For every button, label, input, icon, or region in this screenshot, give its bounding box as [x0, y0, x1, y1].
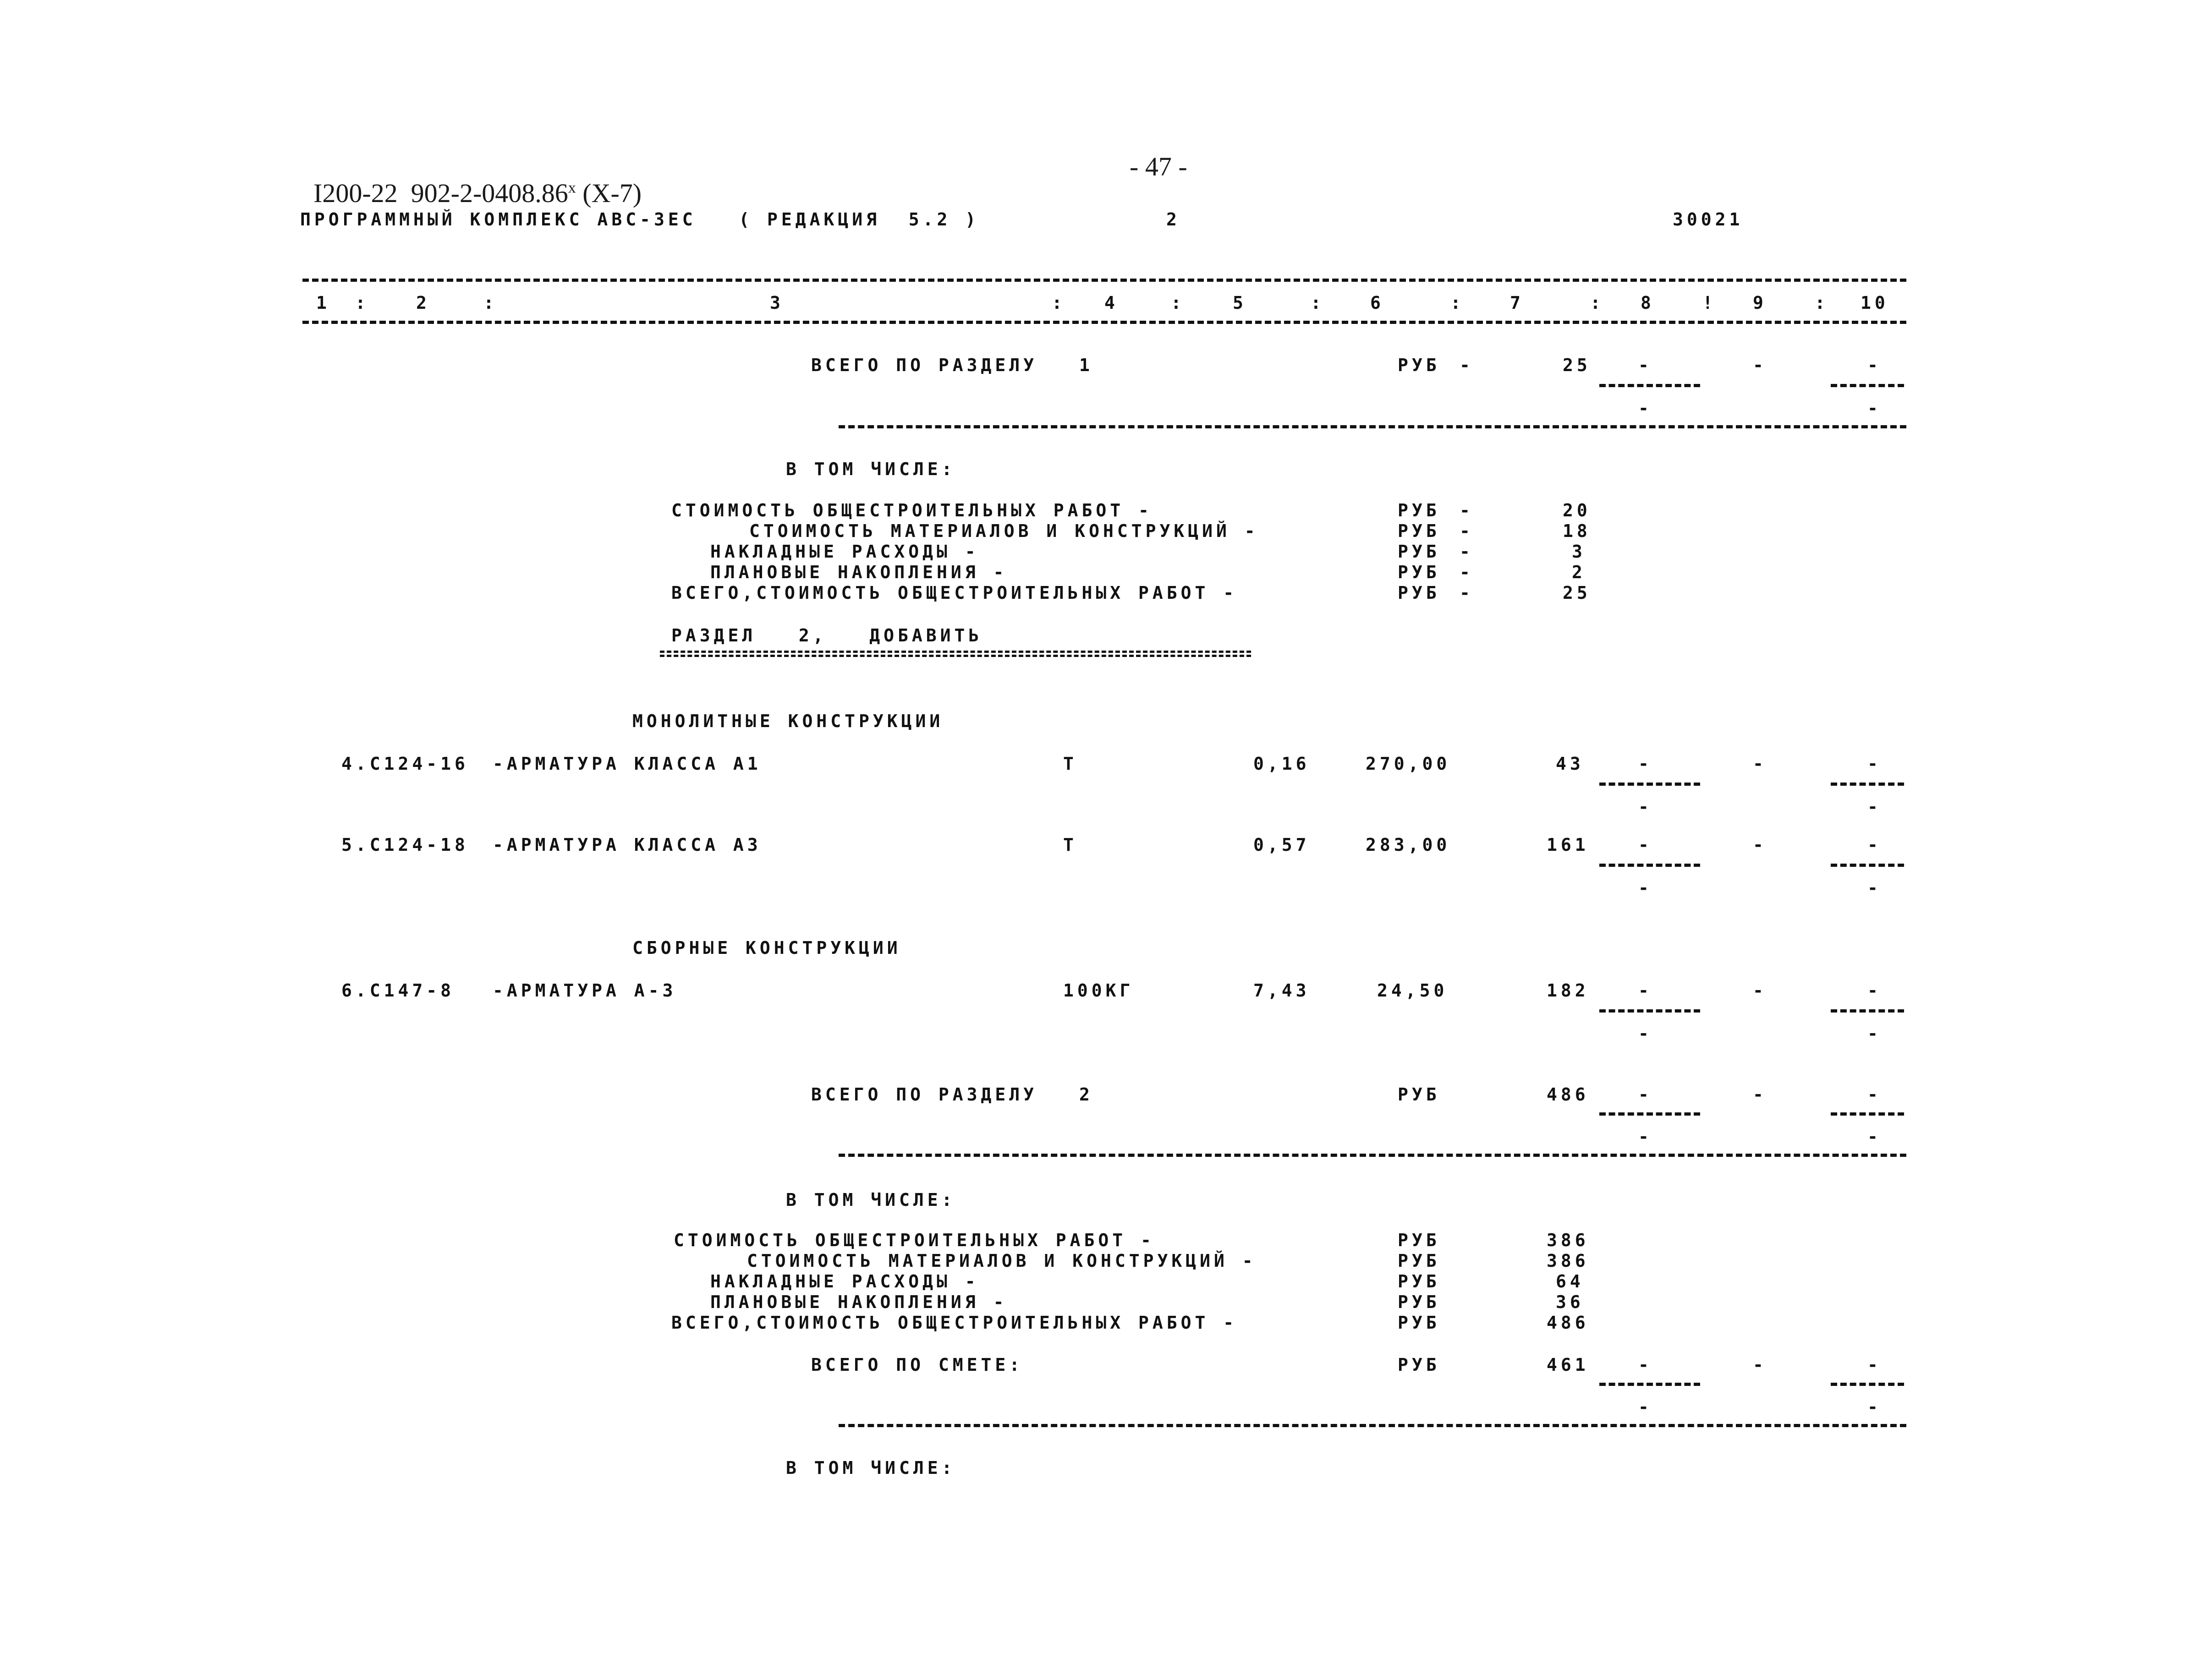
column-8-value: -: [1638, 835, 1652, 855]
breakdown-unit: РУБ: [1398, 521, 1440, 541]
breakdown-label: ПЛАНОВЫЕ НАКОПЛЕНИЯ -: [710, 562, 1008, 582]
item-quantity: 7,43: [1253, 980, 1310, 1001]
header-top-rule: [302, 279, 1906, 282]
breakdown-unit: РУБ: [1398, 562, 1440, 582]
breakdown-value: 18: [1563, 521, 1591, 541]
column-8-rule: [1599, 1009, 1700, 1013]
total-value: 25: [1563, 355, 1591, 375]
column-8-subvalue: -: [1638, 797, 1652, 817]
group-heading: МОНОЛИТНЫЕ КОНСТРУКЦИИ: [632, 711, 944, 731]
column-10-subvalue: -: [1867, 1024, 1882, 1044]
item-code: 4.С124-16: [341, 754, 469, 774]
item-unit: Т: [1063, 835, 1077, 855]
dash-mark: -: [1460, 562, 1474, 582]
doc-code-space: [576, 178, 583, 208]
column-10-rule: [1831, 864, 1904, 867]
item-price: 24,50: [1377, 980, 1448, 1001]
column-8-rule: [1599, 783, 1700, 786]
column-8-rule: [1599, 384, 1700, 387]
doc-code-text: I200-22 902-2-0408.86: [313, 178, 568, 208]
breakdown-value: 64: [1556, 1271, 1584, 1292]
column-10-rule: [1831, 1009, 1904, 1013]
column-10-value: -: [1867, 355, 1882, 375]
breakdown-label: ВСЕГО,СТОИМОСТЬ ОБЩЕСТРОИТЕЛЬНЫХ РАБОТ -: [671, 1313, 1238, 1333]
column-separator: :: [355, 293, 369, 313]
breakdown-unit: РУБ: [1398, 1271, 1440, 1292]
column-8-value: -: [1638, 754, 1652, 774]
breakdown-unit: РУБ: [1398, 1251, 1440, 1271]
item-quantity: 0,57: [1253, 835, 1310, 855]
item-quantity: 0,16: [1253, 754, 1310, 774]
doc-code-superscript: x: [568, 179, 576, 197]
grand-total-rule: [839, 1424, 1906, 1427]
breakdown-value: 386: [1547, 1230, 1589, 1250]
breakdown-unit: РУБ: [1398, 1292, 1440, 1312]
column-separator: :: [1590, 293, 1604, 313]
column-1: 1: [316, 293, 330, 313]
column-separator: :: [1311, 293, 1325, 313]
doc-code-suffix: (X-7): [582, 178, 642, 208]
section-number: 2: [1079, 1084, 1093, 1105]
column-5: 5: [1233, 293, 1247, 313]
section2-title: РАЗДЕЛ 2, ДОБАВИТЬ: [671, 625, 983, 646]
column-8-value: -: [1638, 355, 1652, 375]
column-8-subvalue: -: [1638, 878, 1652, 898]
column-9: 9: [1753, 293, 1767, 313]
column-4: 4: [1104, 293, 1119, 313]
unit: РУБ: [1398, 1355, 1440, 1375]
column-10-subvalue: -: [1867, 1397, 1882, 1417]
breakdown-unit: РУБ: [1398, 583, 1440, 603]
breakdown-label: СТОИМОСТЬ ОБЩЕСТРОИТЕЛЬНЫХ РАБОТ -: [671, 500, 1153, 520]
breakdown-heading: В ТОМ ЧИСЛЕ:: [786, 1458, 956, 1478]
breakdown-unit: РУБ: [1398, 542, 1440, 562]
column-7: 7: [1510, 293, 1524, 313]
item-unit: Т: [1063, 754, 1077, 774]
column-10-value: -: [1867, 1355, 1882, 1375]
column-9-value: -: [1753, 355, 1767, 375]
column-9-value: -: [1753, 1084, 1767, 1105]
column-10-value: -: [1867, 835, 1882, 855]
item-total: 43: [1556, 754, 1584, 774]
column-8-value: -: [1638, 980, 1652, 1001]
section-number: 1: [1079, 355, 1093, 375]
column-10-subvalue: -: [1867, 1127, 1882, 1147]
column-8-rule: [1599, 864, 1700, 867]
item-total: 182: [1547, 980, 1589, 1001]
breakdown-label: НАКЛАДНЫЕ РАСХОДЫ -: [710, 542, 979, 562]
column-10-subvalue: -: [1867, 398, 1882, 418]
column-10-rule: [1831, 1112, 1904, 1116]
unit: РУБ: [1398, 355, 1440, 375]
column-8-rule: [1599, 1383, 1700, 1386]
column-8-subvalue: -: [1638, 398, 1652, 418]
dash-mark: -: [1460, 355, 1474, 375]
item-code: 6.С147-8: [341, 980, 455, 1001]
column-10-rule: [1831, 783, 1904, 786]
column-9-value: -: [1753, 835, 1767, 855]
breakdown-value: 25: [1563, 583, 1591, 603]
dash-mark: -: [1460, 583, 1474, 603]
column-8: 8: [1641, 293, 1655, 313]
section2-rule: [839, 1154, 1906, 1157]
column-10-value: -: [1867, 980, 1882, 1001]
unit: РУБ: [1398, 1084, 1440, 1105]
column-separator: :: [1171, 293, 1185, 313]
section1-rule: [839, 425, 1906, 428]
header-bottom-rule: [302, 321, 1906, 324]
breakdown-label: НАКЛАДНЫЕ РАСХОДЫ -: [710, 1271, 979, 1292]
column-8-value: -: [1638, 1084, 1652, 1105]
column-9-value: -: [1753, 754, 1767, 774]
breakdown-value: 3: [1572, 542, 1586, 562]
document-code: [300, 153, 642, 207]
item-price: 283,00: [1366, 835, 1451, 855]
program-name: ПРОГРАММНЫЙ КОМПЛЕКС АВС-ЗЕС ( РЕДАКЦИЯ 5.2 ): [300, 209, 980, 230]
column-10: 10: [1861, 293, 1889, 313]
total-label: ВСЕГО ПО РАЗДЕЛУ: [811, 355, 1038, 375]
column-6: 6: [1370, 293, 1384, 313]
group-heading: СБОРНЫЕ КОНСТРУКЦИИ: [632, 938, 901, 958]
document-number: 30021: [1673, 209, 1744, 230]
breakdown-heading: В ТОМ ЧИСЛЕ:: [786, 1190, 956, 1210]
item-price: 270,00: [1366, 754, 1451, 774]
breakdown-value: 20: [1563, 500, 1591, 520]
grand-total-value: 461: [1547, 1355, 1589, 1375]
item-unit: 100КГ: [1063, 980, 1134, 1001]
breakdown-value: 386: [1547, 1251, 1589, 1271]
dash-mark: -: [1460, 521, 1474, 541]
breakdown-label: СТОИМОСТЬ МАТЕРИАЛОВ И КОНСТРУКЦИЙ -: [749, 521, 1259, 541]
breakdown-unit: РУБ: [1398, 1230, 1440, 1250]
dash-mark: -: [1460, 542, 1474, 562]
column-8-value: -: [1638, 1355, 1652, 1375]
column-10-subvalue: -: [1867, 797, 1882, 817]
column-10-rule: [1831, 384, 1904, 387]
column-10-rule: [1831, 1383, 1904, 1386]
column-separator: :: [1450, 293, 1465, 313]
column-8-rule: [1599, 1112, 1700, 1116]
total-value: 486: [1547, 1084, 1589, 1105]
sheet-number: 2: [1166, 209, 1180, 230]
breakdown-value: 486: [1547, 1313, 1589, 1333]
total-label: ВСЕГО ПО РАЗДЕЛУ: [811, 1084, 1038, 1105]
item-name: -АРМАТУРА А-3: [493, 980, 677, 1001]
breakdown-unit: РУБ: [1398, 1313, 1440, 1333]
column-10-value: -: [1867, 754, 1882, 774]
breakdown-value: 36: [1556, 1292, 1584, 1312]
page-number: - 47 -: [1130, 152, 1187, 181]
column-10-subvalue: -: [1867, 878, 1882, 898]
column-separator: :: [1052, 293, 1066, 313]
column-separator: :: [1815, 293, 1829, 313]
breakdown-value: 2: [1572, 562, 1586, 582]
column-8-subvalue: -: [1638, 1127, 1652, 1147]
breakdown-unit: РУБ: [1398, 500, 1440, 520]
breakdown-label: СТОИМОСТЬ ОБЩЕСТРОИТЕЛЬНЫХ РАБОТ -: [674, 1230, 1155, 1250]
column-8-subvalue: -: [1638, 1024, 1652, 1044]
column-separator: :: [483, 293, 498, 313]
breakdown-heading: В ТОМ ЧИСЛЕ:: [786, 459, 956, 479]
breakdown-label: СТОИМОСТЬ МАТЕРИАЛОВ И КОНСТРУКЦИЙ -: [747, 1251, 1257, 1271]
section2-double-rule: [660, 651, 1251, 657]
item-name: -АРМАТУРА КЛАССА А1: [493, 754, 762, 774]
grand-total-label: ВСЕГО ПО СМЕТЕ:: [811, 1355, 1024, 1375]
column-3: 3: [770, 293, 784, 313]
breakdown-label: ВСЕГО,СТОИМОСТЬ ОБЩЕСТРОИТЕЛЬНЫХ РАБОТ -: [671, 583, 1238, 603]
column-8-subvalue: -: [1638, 1397, 1652, 1417]
column-separator: !: [1702, 293, 1717, 313]
item-code: 5.С124-18: [341, 835, 469, 855]
dash-mark: -: [1460, 500, 1474, 520]
item-total: 161: [1547, 835, 1589, 855]
column-2: 2: [416, 293, 430, 313]
column-9-value: -: [1753, 1355, 1767, 1375]
column-9-value: -: [1753, 980, 1767, 1001]
item-name: -АРМАТУРА КЛАССА А3: [493, 835, 762, 855]
column-10-value: -: [1867, 1084, 1882, 1105]
breakdown-label: ПЛАНОВЫЕ НАКОПЛЕНИЯ -: [710, 1292, 1008, 1312]
